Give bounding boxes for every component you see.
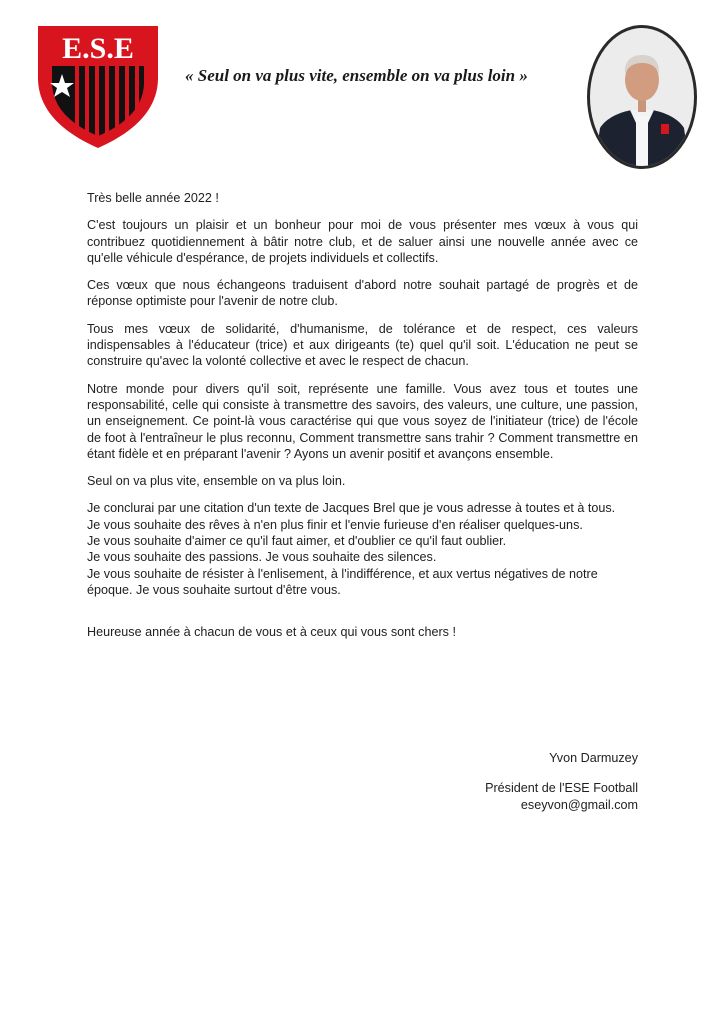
- letter-paragraph: Tous mes vœux de solidarité, d'humanisme, de tolérance et de respect, ces valeurs indispensables à l'éducateur (trice) et aux dirigeants (te) quel qu'il soit. L'éducation ne peut se construire qu'avec la volonté collective et avec le respect de chacun.: [87, 321, 638, 369]
- logo-text: E.S.E: [62, 32, 134, 65]
- signer-title: Président de l'ESE Football: [485, 781, 638, 796]
- club-motto: « Seul on va plus vite, ensemble on va plus loin »: [185, 66, 528, 85]
- letter-body: [87, 190, 638, 652]
- quote-line: Je vous souhaite des rêves à n'en plus finir et l'envie furieuse d'en réaliser quelques-uns.: [87, 517, 583, 532]
- signature-block: [380, 750, 638, 813]
- quote-line: Je vous souhaite des passions. Je vous souhaite des silences.: [87, 550, 437, 565]
- signer-name: Yvon Darmuzey: [549, 751, 638, 765]
- letter-paragraph: C'est toujours un plaisir et un bonheur pour moi de vous présenter mes vœux à vous qui contribuez quotidiennement à bâtir notre club, et de saluer ainsi une nouvelle année avec ce qu'elle véhicule d'espérance, de projets individuels et collectifs.: [87, 218, 638, 265]
- closing-wish: Heureuse année à chacun de vous et à ceux qui vous sont chers !: [87, 625, 456, 640]
- motto-repeat: Seul on va plus vite, ensemble on va plus loin.: [87, 474, 346, 489]
- letter-greeting: Très belle année 2022 !: [87, 191, 219, 205]
- quote-line: Je conclurai par une citation d'un texte de Jacques Brel que je vous adresse à toutes et à tous.: [87, 501, 616, 516]
- club-crest-logo: [34, 22, 162, 150]
- letter-paragraph: Notre monde pour divers qu'il soit, représente une famille. Vous avez tous et toutes une responsabilité, celle qui consiste à transmettre des savoirs, des valeurs, une culture, une passion, un enseignement. Ce point-là vous caractérise qui que vous soyez de l'initiateur (trice) de l'école de foot à l'entraîneur le plus reconnu, Comment transmettre sans trahir ? Comment transmettre en étant fidèle et en préparant l'avenir ? Ayons un avenir positif et avançons ensemble.: [87, 381, 638, 461]
- president-portrait: [586, 24, 698, 170]
- quote-line: Je vous souhaite d'aimer ce qu'il faut aimer, et d'oublier ce qu'il faut oublier.: [87, 534, 507, 549]
- quote-line: Je vous souhaite de résister à l'enlisement, à l'indifférence, et aux vertus négatives de notre époque. Je vous souhaite surtout d'être vous.: [87, 566, 598, 597]
- signer-email: eseyvon@gmail.com: [520, 797, 638, 812]
- letter-paragraph: Ces vœux que nous échangeons traduisent d'abord notre souhait partagé de progrès et de réponse optimiste pour l'avenir de notre club.: [87, 278, 638, 309]
- letterhead: [0, 0, 724, 175]
- brel-quote: [87, 500, 638, 598]
